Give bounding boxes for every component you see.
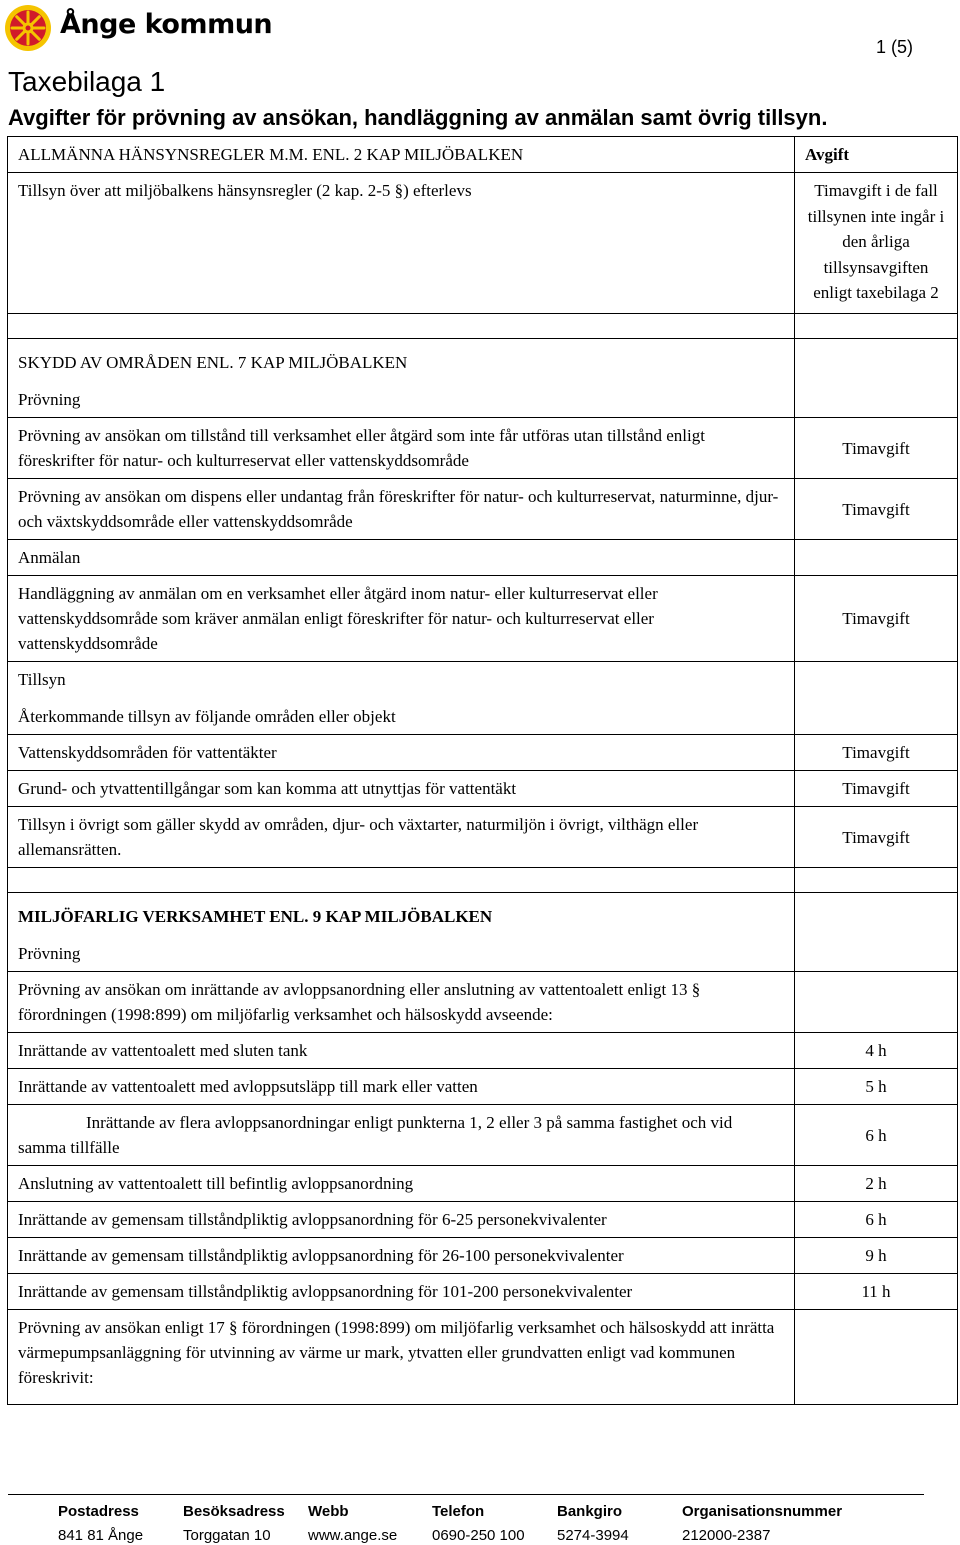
fee-description: Inrättande av vattentoalett med sluten tank: [8, 1033, 795, 1069]
table-row: [8, 1202, 958, 1238]
fee-value: Timavgift: [795, 807, 958, 868]
fee-value: 2 h: [795, 1166, 958, 1202]
page-title: Taxebilaga 1: [8, 66, 166, 97]
fee-value: Timavgift: [795, 418, 958, 479]
subsection-heading: Prövning: [18, 944, 81, 963]
footer-label-organisationsnummer: Organisationsnummer: [682, 1503, 843, 1520]
footer-label-bankgiro: Bankgiro: [557, 1503, 623, 1520]
table-row: [8, 339, 958, 418]
fee-value: 9 h: [795, 1238, 958, 1274]
table-row: [8, 479, 958, 540]
fee-value: Timavgift: [795, 735, 958, 771]
fee-table: [7, 136, 958, 1405]
fee-value: Timavgift: [795, 576, 958, 662]
table-row: [8, 576, 958, 662]
footer-value-telefon: 0690-250 100: [432, 1527, 525, 1544]
footer-value-postadress: 841 81 Ånge: [58, 1527, 144, 1544]
fee-description: Prövning av ansökan om tillstånd till verksamhet eller åtgärd som inte får utföras utan tillstånd enligt föreskrifter för natur- och kulturreservat eller vattenskyddsområde: [8, 418, 795, 479]
footer-label-telefon: Telefon: [432, 1503, 485, 1520]
fee-value: 6 h: [795, 1202, 958, 1238]
table-row: [8, 540, 958, 576]
table-row: [8, 868, 958, 893]
fee-value: 5 h: [795, 1069, 958, 1105]
fee-value: Timavgift: [795, 479, 958, 540]
fee-description: Inrättande av gemensam tillståndpliktig avloppsanordning för 101-200 personekvivalenter: [8, 1274, 795, 1310]
fee-description: Grund- och ytvattentillgångar som kan komma att utnyttjas för vattentäkt: [8, 771, 795, 807]
footer-label-postadress: Postadress: [58, 1503, 139, 1520]
table-row: [8, 1166, 958, 1202]
section-heading: MILJÖFARLIG VERKSAMHET ENL. 9 KAP MILJÖBALKEN: [18, 907, 493, 926]
fee-description: Prövning av ansökan om dispens eller undantag från föreskrifter för natur- och kulturreservat, naturminne, djur- och växtskyddsområde eller vattenskyddsområde: [8, 479, 795, 540]
footer-value-bankgiro: 5274-3994: [557, 1527, 629, 1544]
subsection-heading: Tillsyn: [18, 670, 66, 689]
footer-divider: [8, 1494, 924, 1495]
fee-description: Prövning av ansökan om inrättande av avloppsanordning eller anslutning av vattentoalett enligt 13 § förordningen (1998:899) om miljöfarlig verksamhet och hälsoskydd avseende:: [8, 972, 795, 1033]
subsection-heading: Prövning: [18, 390, 81, 409]
footer-label-besoksadress: Besöksadress: [183, 1503, 285, 1520]
fee-value: Timavgift i de fall tillsynen inte ingår i den årliga tillsynsavgiften enligt taxebilaga 2: [795, 173, 958, 314]
table-row: [8, 972, 958, 1033]
table-row: [8, 314, 958, 339]
page-number: 1 (5): [876, 37, 914, 57]
fee-value: 6 h: [795, 1105, 958, 1166]
fee-description: Inrättande av gemensam tillståndpliktig avloppsanordning för 6-25 personekvivalenter: [8, 1202, 795, 1238]
page-subtitle: Avgifter för prövning av ansökan, handläggning av anmälan samt övrig tillsyn.: [8, 105, 828, 130]
table-row: [8, 173, 958, 314]
section-heading: ALLMÄNNA HÄNSYNSREGLER M.M. ENL. 2 KAP MILJÖBALKEN: [8, 137, 795, 173]
fee-description: Tillsyn i övrigt som gäller skydd av områden, djur- och växtarter, naturmiljön i övrigt, vilthägn eller allemansrätten.: [8, 807, 795, 868]
fee-value: 11 h: [795, 1274, 958, 1310]
table-row: [8, 893, 958, 972]
fee-description: Inrättande av gemensam tillståndpliktig avloppsanordning för 26-100 personekvivalenter: [8, 1238, 795, 1274]
table-row: [8, 735, 958, 771]
table-row: [8, 807, 958, 868]
fee-description: Anslutning av vattentoalett till befintlig avloppsanordning: [8, 1166, 795, 1202]
fee-description: Handläggning av anmälan om en verksamhet eller åtgärd inom natur- eller kulturreservat eller vattenskyddsområde som kräver anmälan enligt föreskrifter för natur- och kulturreservat eller vattenskyddsområde: [8, 576, 795, 662]
table-row: [8, 1310, 958, 1405]
table-row: [8, 1274, 958, 1310]
table-row: [8, 1105, 958, 1166]
fee-description: Inrättande av vattentoalett med avloppsutsläpp till mark eller vatten: [8, 1069, 795, 1105]
municipality-logo: [4, 4, 52, 52]
table-row: [8, 137, 958, 173]
fee-column-heading: Avgift: [795, 137, 958, 173]
municipality-name: Ånge kommun: [60, 9, 273, 40]
table-row: [8, 418, 958, 479]
table-row: [8, 1069, 958, 1105]
fee-value: Timavgift: [795, 771, 958, 807]
footer-value-besoksadress: Torggatan 10: [183, 1527, 271, 1544]
table-row: [8, 771, 958, 807]
footer-value-webb[interactable]: www.ange.se: [308, 1527, 398, 1544]
table-row: [8, 662, 958, 735]
section-heading: SKYDD AV OMRÅDEN ENL. 7 KAP MILJÖBALKEN: [18, 353, 408, 372]
fee-description: Tillsyn över att miljöbalkens hänsynsregler (2 kap. 2-5 §) efterlevs: [8, 173, 795, 314]
fee-description: Inrättande av flera avloppsanordningar enligt punkterna 1, 2 eller 3 på samma fastighet och vid samma tillfälle: [8, 1105, 795, 1166]
fee-description: Prövning av ansökan enligt 17 § förordningen (1998:899) om miljöfarlig verksamhet och hälsoskydd att inrätta värmepumpsanläggning för utvinning av värme ur mark, ytvatten eller grundvatten enligt vad kommunen föreskrivit:: [8, 1310, 795, 1405]
fee-description: Vattenskyddsområden för vattentäkter: [8, 735, 795, 771]
table-row: [8, 1033, 958, 1069]
footer-value-organisationsnummer: 212000-2387: [682, 1527, 771, 1544]
footer-label-webb: Webb: [308, 1503, 349, 1520]
table-row: [8, 1238, 958, 1274]
fee-value: 4 h: [795, 1033, 958, 1069]
subsection-heading: Anmälan: [8, 540, 795, 576]
fee-description: Återkommande tillsyn av följande områden eller objekt: [18, 707, 396, 726]
